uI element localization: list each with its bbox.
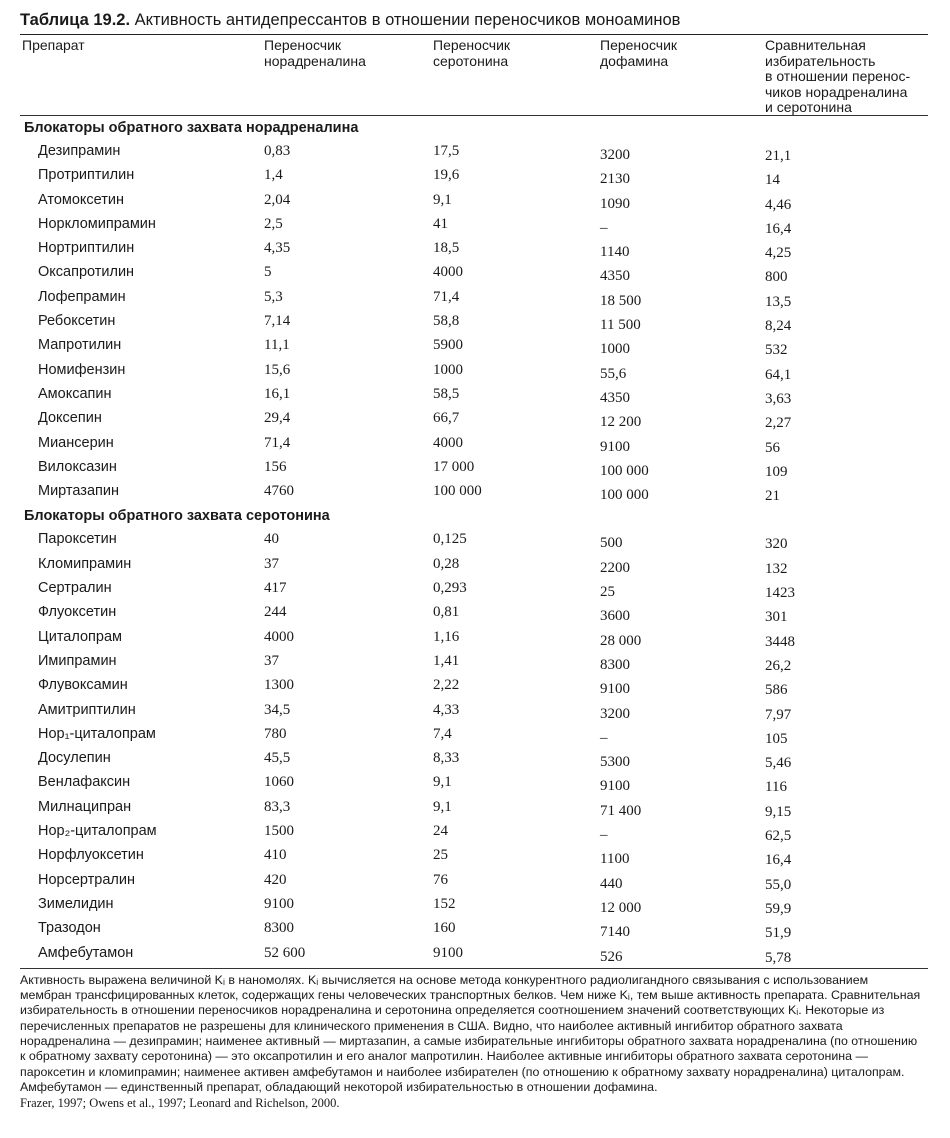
table-row (20, 237, 928, 261)
serotonin-ki: 17 000 (433, 458, 475, 475)
selectivity-ratio: 7,97 (765, 706, 792, 723)
norepinephrine-ki: 34,5 (264, 701, 291, 718)
norepinephrine-ki: 5,3 (264, 288, 283, 305)
drug-name: Норкломипрамин (38, 215, 156, 232)
table-row (20, 553, 928, 577)
selectivity-ratio: 8,24 (765, 318, 792, 335)
table-row (20, 359, 928, 383)
drug-name: Милнаципран (38, 798, 132, 815)
selectivity-ratio: 26,2 (765, 657, 792, 674)
selectivity-ratio: 3,63 (765, 390, 792, 407)
table-footnote: Активность выражена величиной Kᵢ в наномолях. Kᵢ вычисляется на основе метода конкурентного радиолигандного связывания с использованием мембран трансфицированных клеток, содержащих гены человеческих транспортных белков. Чем ниже Kᵢ, тем выше активность препарата. Сравнительная избирательность в отношении переносчиков норадреналина и серотонина определяется соотношением значений соответствующих Kᵢ. Некоторые из перечисленных препаратов не разрешены для клинического применения в США. Видно, что наиболее активный ингибитор обратного захвата норадреналина — дезипрамин; наименее активный — миртазапин, а самые избирательные ингибиторы обратного захвата норадреналина (по отношению к обратному захвату серотонина) — это оксапротилин и его аналог мапротилин. Наиболее активные ингибиторы обратного захвата серотонина — пароксетин и кломипрамин; наименее активен амфебутамон и наиболее избирателен (по отношению к обратному захвату норадреналина) циталопрам. Амфебутамон — единственный препарат, обладающий некоторой избирательностью в отношении дофамина. (20, 972, 921, 1094)
dopamine-ki: 9100 (600, 778, 630, 795)
norepinephrine-ki: 1060 (264, 774, 294, 791)
selectivity-ratio: 5,78 (765, 949, 792, 966)
norepinephrine-ki: 37 (264, 555, 279, 572)
drug-name: Норсертралин (38, 871, 135, 888)
norepinephrine-ki: 2,5 (264, 215, 283, 232)
norepinephrine-ki: 52 600 (264, 944, 306, 961)
norepinephrine-ki: 45,5 (264, 750, 291, 767)
norepinephrine-ki: 780 (264, 725, 287, 742)
dopamine-ki: 11 500 (600, 317, 641, 334)
serotonin-ki: 8,33 (433, 750, 460, 767)
selectivity-ratio: 301 (765, 609, 788, 626)
table-header (20, 35, 928, 115)
serotonin-ki: 41 (433, 215, 448, 232)
dopamine-ki: 3200 (600, 147, 630, 163)
group-title: Блокаторы обратного захвата норадреналина (24, 120, 359, 136)
norepinephrine-ki: 4760 (264, 483, 294, 500)
dopamine-ki: 500 (600, 535, 623, 552)
table-row (20, 771, 928, 795)
selectivity-ratio: 59,9 (765, 900, 792, 917)
serotonin-ki: 19,6 (433, 167, 460, 184)
dopamine-ki: 100 000 (600, 462, 649, 479)
table-row (20, 893, 928, 917)
table-row (20, 383, 928, 407)
header-serotonin-transporter: Переносчик серотонина (433, 37, 511, 69)
selectivity-ratio: 56 (765, 439, 780, 456)
selectivity-ratio: 532 (765, 342, 788, 359)
serotonin-ki: 4000 (433, 264, 463, 281)
drug-name: Зимелидин (38, 895, 114, 912)
drug-name: Дезипрамин (38, 143, 121, 159)
group-norepinephrine-blockers (20, 116, 928, 504)
drug-name: Венлафаксин (38, 774, 131, 791)
norepinephrine-ki: 71,4 (264, 434, 291, 451)
table-row (20, 334, 928, 358)
dopamine-ki: 8300 (600, 656, 630, 673)
table-row (20, 140, 928, 164)
drug-name: Лофепрамин (38, 288, 126, 305)
drug-name: Досулепин (38, 750, 111, 767)
norepinephrine-ki: 244 (264, 604, 287, 621)
drug-name: Имипрамин (38, 652, 117, 669)
table-row (20, 164, 928, 188)
norepinephrine-ki: 8300 (264, 920, 294, 937)
table-row (20, 942, 928, 966)
drug-name: Вилоксазин (38, 458, 117, 475)
dopamine-ki: 1140 (600, 244, 630, 261)
dopamine-ki: 4350 (600, 389, 630, 406)
selectivity-ratio: 21,1 (765, 148, 792, 164)
table-row (20, 626, 928, 650)
drug-name: Сертралин (38, 580, 112, 597)
serotonin-ki: 5900 (433, 337, 463, 354)
drug-name: Нор₁-циталопрам (38, 725, 156, 742)
table-row (20, 869, 928, 893)
drug-name: Номифензин (38, 361, 126, 378)
table-row (20, 480, 928, 504)
serotonin-ki: 0,125 (433, 531, 467, 548)
dopamine-ki: 18 500 (600, 292, 642, 309)
header-drug: Препарат (22, 37, 85, 53)
dopamine-ki: 440 (600, 875, 623, 892)
group-rows (20, 140, 928, 504)
table-row (20, 917, 928, 941)
norepinephrine-ki: 40 (264, 531, 279, 548)
serotonin-ki: 24 (433, 823, 448, 840)
serotonin-ki: 58,5 (433, 385, 460, 402)
drug-name: Амоксапин (38, 385, 112, 402)
dopamine-ki: 3600 (600, 608, 630, 625)
table-row (20, 796, 928, 820)
dopamine-ki: 71 400 (600, 802, 642, 819)
table-row (20, 820, 928, 844)
selectivity-ratio: 3448 (765, 633, 795, 650)
selectivity-ratio: 21 (765, 488, 780, 505)
serotonin-ki: 9,1 (433, 798, 452, 815)
drug-name: Флуоксетин (38, 604, 117, 621)
selectivity-ratio: 4,46 (765, 196, 792, 213)
dopamine-ki: 12 000 (600, 899, 642, 916)
dopamine-ki: – (600, 827, 608, 844)
selectivity-ratio: 586 (765, 682, 788, 699)
table-row (20, 213, 928, 237)
selectivity-ratio: 13,5 (765, 293, 792, 310)
selectivity-ratio: 55,0 (765, 876, 792, 893)
norepinephrine-ki: 7,14 (264, 313, 291, 330)
selectivity-ratio: 320 (765, 536, 788, 553)
table-row (20, 577, 928, 601)
selectivity-ratio: 9,15 (765, 803, 792, 820)
serotonin-ki: 152 (433, 895, 456, 912)
serotonin-ki: 0,28 (433, 555, 460, 572)
selectivity-ratio: 16,4 (765, 852, 792, 869)
table-row (20, 650, 928, 674)
table-caption-label: Таблица 19.2. (20, 11, 131, 29)
norepinephrine-ki: 29,4 (264, 410, 291, 427)
selectivity-ratio: 14 (765, 172, 780, 189)
dopamine-ki: 7140 (600, 924, 630, 941)
dopamine-ki: 5300 (600, 754, 630, 771)
table-row (20, 261, 928, 285)
dopamine-ki: 1000 (600, 341, 630, 358)
header-dopamine-transporter: Переносчик дофамина (600, 37, 678, 69)
norepinephrine-ki: 16,1 (264, 385, 291, 402)
drug-name: Доксепин (38, 410, 102, 427)
norepinephrine-ki: 1,4 (264, 167, 283, 184)
serotonin-ki: 9100 (433, 944, 463, 961)
norepinephrine-ki: 5 (264, 264, 272, 281)
dopamine-ki: 55,6 (600, 365, 627, 382)
serotonin-ki: 0,81 (433, 604, 460, 621)
norepinephrine-ki: 156 (264, 458, 287, 475)
group-serotonin-blockers (20, 504, 928, 965)
norepinephrine-ki: 0,83 (264, 143, 291, 159)
table-row (20, 432, 928, 456)
header-norepinephrine-transporter: Переносчик норадреналина (264, 37, 366, 69)
drug-name: Ребоксетин (38, 313, 116, 330)
serotonin-ki: 9,1 (433, 774, 452, 791)
serotonin-ki: 1,16 (433, 628, 460, 645)
drug-name: Флувоксамин (38, 677, 128, 694)
serotonin-ki: 4,33 (433, 701, 460, 718)
table-source: Frazer, 1997; Owens et al., 1997; Leonard and Richelson, 2000. (20, 1096, 340, 1111)
group-rows (20, 528, 928, 965)
drug-name: Амитриптилин (38, 701, 136, 718)
dopamine-ki: 2130 (600, 171, 630, 188)
drug-name: Циталопрам (38, 628, 123, 645)
table-row (20, 528, 928, 552)
header-selectivity: Сравнительная избирательность в отношении перенос- чиков норадреналина и серотонина (765, 37, 911, 115)
drug-name: Нор₂-циталопрам (38, 823, 157, 840)
drug-name: Пароксетин (38, 531, 117, 548)
selectivity-ratio: 800 (765, 269, 788, 286)
drug-name: Оксапротилин (38, 264, 135, 281)
selectivity-ratio: 2,27 (765, 415, 792, 432)
table-caption (20, 10, 928, 30)
serotonin-ki: 58,8 (433, 313, 460, 330)
norepinephrine-ki: 15,6 (264, 361, 291, 378)
table-row (20, 456, 928, 480)
serotonin-ki: 2,22 (433, 677, 460, 694)
dopamine-ki: 2200 (600, 559, 630, 576)
serotonin-ki: 66,7 (433, 410, 460, 427)
dopamine-ki: 9100 (600, 681, 630, 698)
selectivity-ratio: 5,46 (765, 755, 792, 772)
serotonin-ki: 18,5 (433, 240, 460, 257)
dopamine-ki: 12 200 (600, 414, 642, 431)
selectivity-ratio: 16,4 (765, 220, 792, 237)
norepinephrine-ki: 11,1 (264, 337, 290, 354)
norepinephrine-ki: 410 (264, 847, 287, 864)
table-row (20, 601, 928, 625)
dopamine-ki: – (600, 729, 608, 746)
table-row (20, 407, 928, 431)
drug-name: Мапротилин (38, 337, 122, 354)
drug-name: Атомоксетин (38, 191, 125, 208)
selectivity-ratio: 132 (765, 560, 788, 577)
drug-name: Нортриптилин (38, 240, 135, 257)
serotonin-ki: 9,1 (433, 191, 452, 208)
serotonin-ki: 160 (433, 920, 456, 937)
serotonin-ki: 25 (433, 847, 448, 864)
dopamine-ki: 9100 (600, 438, 630, 455)
dopamine-ki: 1090 (600, 195, 630, 212)
drug-name: Тразодон (38, 920, 101, 937)
serotonin-ki: 100 000 (433, 483, 482, 500)
drug-name: Амфебутамон (38, 944, 134, 961)
selectivity-ratio: 4,25 (765, 245, 792, 262)
selectivity-ratio: 109 (765, 463, 788, 480)
norepinephrine-ki: 1500 (264, 823, 294, 840)
serotonin-ki: 1,41 (433, 652, 460, 669)
dopamine-ki: – (600, 219, 608, 236)
drug-name: Миансерин (38, 434, 114, 451)
table-row (20, 189, 928, 213)
selectivity-ratio: 1423 (765, 585, 795, 602)
table-row (20, 723, 928, 747)
selectivity-ratio: 105 (765, 730, 788, 747)
norepinephrine-ki: 1300 (264, 677, 294, 694)
table-row (20, 286, 928, 310)
norepinephrine-ki: 9100 (264, 895, 294, 912)
selectivity-ratio: 51,9 (765, 925, 792, 942)
serotonin-ki: 17,5 (433, 143, 460, 159)
dopamine-ki: 526 (600, 948, 623, 965)
group-title: Блокаторы обратного захвата серотонина (24, 508, 330, 525)
selectivity-ratio: 64,1 (765, 366, 792, 383)
table-row (20, 674, 928, 698)
selectivity-ratio: 116 (765, 779, 787, 796)
norepinephrine-ki: 2,04 (264, 191, 291, 208)
table-row (20, 310, 928, 334)
dopamine-ki: 28 000 (600, 632, 642, 649)
drug-name: Кломипрамин (38, 555, 132, 572)
norepinephrine-ki: 4,35 (264, 240, 291, 257)
norepinephrine-ki: 417 (264, 580, 287, 597)
drug-name: Протриптилин (38, 167, 135, 184)
serotonin-ki: 7,4 (433, 725, 452, 742)
dopamine-ki: 1100 (600, 851, 630, 868)
serotonin-ki: 1000 (433, 361, 463, 378)
table-row (20, 699, 928, 723)
table-row (20, 844, 928, 868)
serotonin-ki: 71,4 (433, 288, 460, 305)
serotonin-ki: 0,293 (433, 580, 467, 597)
dopamine-ki: 4350 (600, 268, 630, 285)
dopamine-ki: 100 000 (600, 487, 649, 504)
drug-name: Норфлуоксетин (38, 847, 144, 864)
table-caption-text: Активность антидепрессантов в отношении переносчиков моноаминов (130, 11, 681, 29)
norepinephrine-ki: 37 (264, 652, 279, 669)
selectivity-ratio: 62,5 (765, 828, 792, 845)
norepinephrine-ki: 83,3 (264, 798, 291, 815)
drug-name: Миртазапин (38, 483, 119, 500)
dopamine-ki: 25 (600, 584, 615, 601)
serotonin-ki: 4000 (433, 434, 463, 451)
norepinephrine-ki: 4000 (264, 628, 294, 645)
norepinephrine-ki: 420 (264, 871, 287, 888)
table-row (20, 747, 928, 771)
serotonin-ki: 76 (433, 871, 448, 888)
dopamine-ki: 3200 (600, 705, 630, 722)
